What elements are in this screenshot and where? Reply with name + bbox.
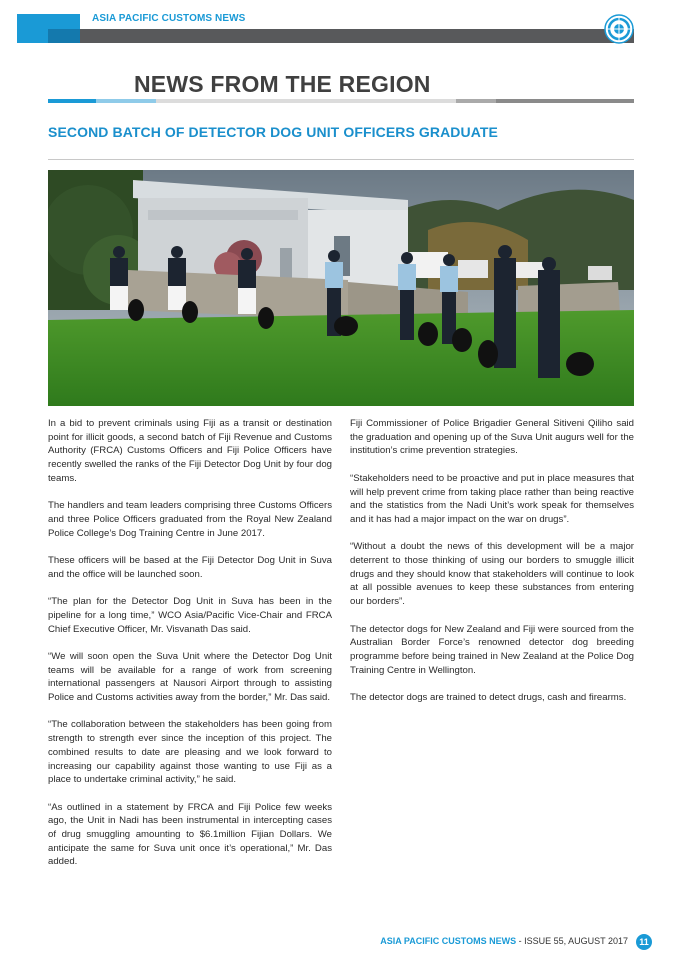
header-publication-title: ASIA PACIFIC CUSTOMS NEWS — [92, 13, 246, 24]
paragraph: Fiji Commissioner of Police Brigadier General Sitiveni Qiliho said the graduation and opening up of the Suva Unit augurs well for the institution’s crime prevention strategies. — [350, 418, 634, 457]
paragraph: “Stakeholders need to be proactive and put in place measures that will help prevent crime from taking place rather than being reactive and the statistics from the Nadi Unit’s work speak for themselves and it has had a major impact on the war on drugs”. — [350, 472, 634, 525]
paragraph: The detector dogs for New Zealand and Fiji were sourced from the Australian Border Force’s renowned detector dog breeding programme before being trained in New Zealand at the Police Dog Training Centre in Wellington. — [350, 623, 634, 676]
graduation-photo — [48, 170, 634, 406]
header-accent-inner — [48, 29, 80, 43]
page-number: 11 — [636, 934, 652, 950]
article-column-left — [48, 417, 332, 883]
paragraph: “As outlined in a statement by FRCA and Fiji Police few weeks ago, the Unit in Nadi has been instrumental in intercepting cases of drug smuggling amounting to $6.1million Fijian Dollars. We anticipate the same for Suva unit once it’s operational,” Mr. Das added. — [48, 801, 332, 868]
header-bar — [48, 29, 634, 43]
paragraph: “The plan for the Detector Dog Unit in Suva has been in the pipeline for a long time,” WCO Asia/Pacific Vice-Chair and FRCA Chief Executive Officer, Mr. Visvanath Das said. — [48, 596, 332, 635]
article-title: SECOND BATCH OF DETECTOR DOG UNIT OFFICERS GRADUATE — [48, 124, 498, 140]
paragraph: In a bid to prevent criminals using Fiji as a transit or destination point for illicit goods, a second batch of Fiji Revenue and Customs Authority (FRCA) Customs Officers and Fiji Police Officers have recently swelled the ranks of the Fiji Detector Dog Unit by four dog teams. — [48, 418, 332, 484]
section-rule — [48, 99, 634, 103]
page-footer — [380, 936, 628, 946]
wco-logo-icon — [604, 14, 634, 44]
article-column-right — [350, 417, 634, 718]
footer-issue: - ISSUE 55, AUGUST 2017 — [516, 936, 628, 946]
paragraph: “The collaboration between the stakeholders has been going from strength to strength ever since the inception of this project. The combined results to date are pleasing and we look forward to increasing our capability against those wanting to use Fiji as a place to undertake criminal activity,” he said. — [48, 719, 332, 786]
paragraph: “Without a doubt the news of this development will be a major deterrent to those thinking of using our borders to smuggle illicit drugs and they should know that stakeholders will continue to look at all possible avenues to keep these substances from entering our borders”. — [350, 541, 634, 608]
footer-publication: ASIA PACIFIC CUSTOMS NEWS — [380, 936, 517, 946]
paragraph: “We will soon open the Suva Unit where the Detector Dog Unit teams will be available for a range of work from screening international passengers at Nausori Airport through to assisting Police and Customs activities away from the border,” Mr. Das said. — [48, 650, 332, 703]
paragraph: The detector dogs are trained to detect drugs, cash and firearms. — [350, 692, 627, 703]
section-title: NEWS FROM THE REGION — [134, 71, 431, 97]
paragraph: The handlers and team leaders comprising three Customs Officers and three Police Officers graduated from the Royal New Zealand Police College’s Dog Training Centre in June 2017. — [48, 500, 332, 539]
title-divider — [48, 159, 634, 160]
paragraph: These officers will be based at the Fiji Detector Dog Unit in Suva and the office will be launched soon. — [48, 555, 332, 580]
